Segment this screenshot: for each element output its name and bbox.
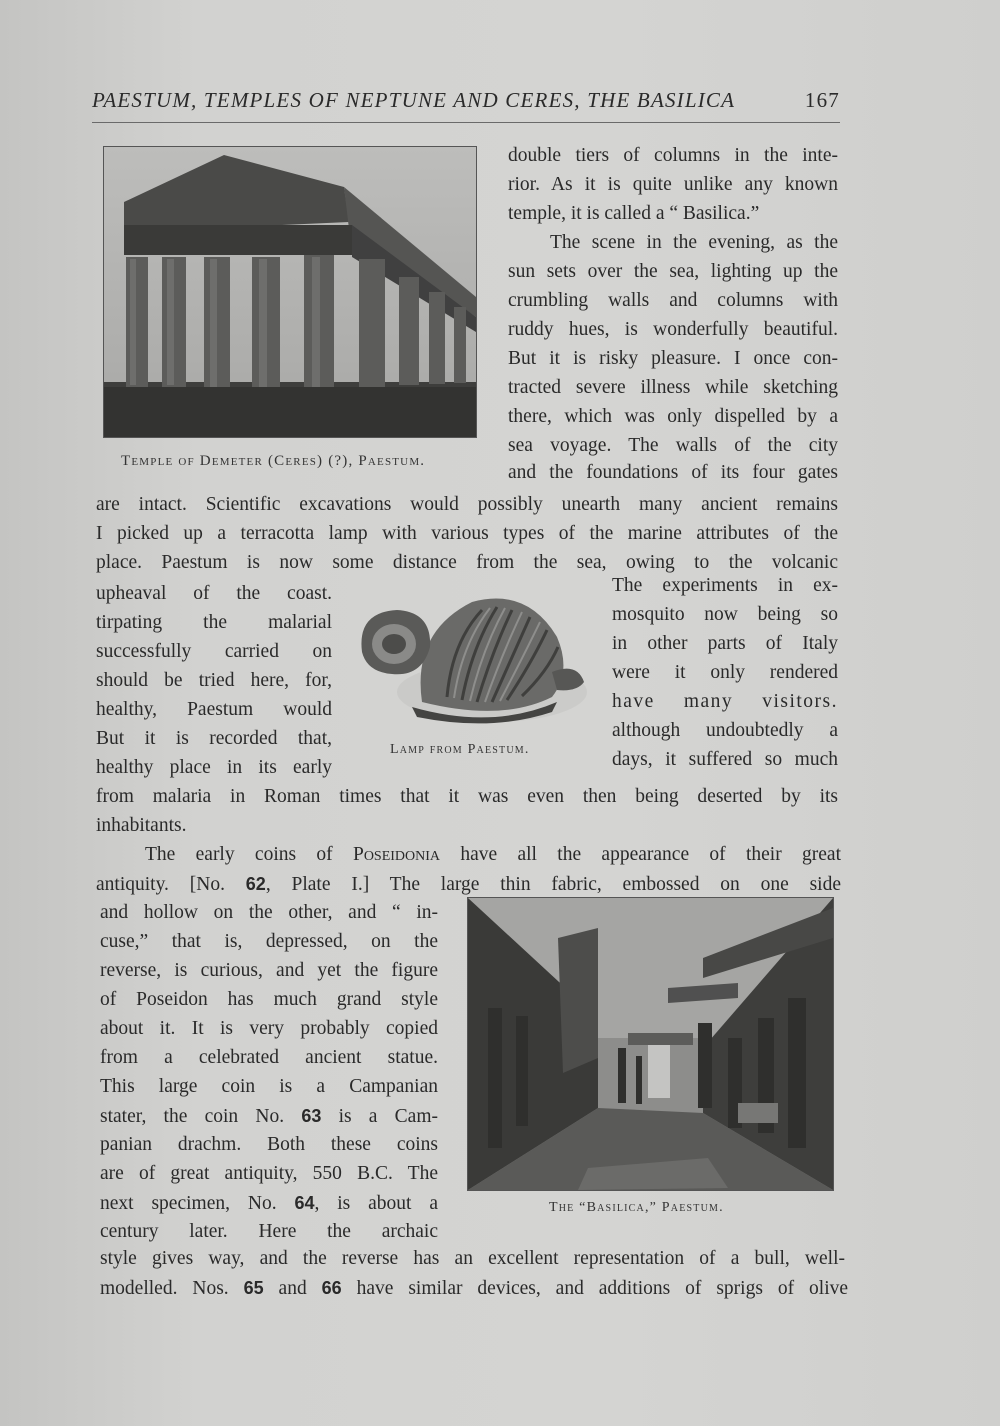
text-line: mosquito now being so — [612, 604, 838, 625]
text-line: reverse, is curious, and yet the figure — [100, 960, 438, 981]
text-line — [145, 844, 841, 866]
text-line: successfully carried on — [96, 641, 332, 662]
running-title: PAESTUM, TEMPLES OF NEPTUNE AND CERES, THE BASILICA — [92, 88, 736, 112]
text-line: cuse,” that is, depressed, on the — [100, 931, 438, 952]
temple-illustration — [104, 147, 476, 437]
text-line: were it only rendered — [612, 662, 838, 683]
text-line: about it. It is very probably copied — [100, 1018, 438, 1039]
basilica-caption: The “Basilica,” Paestum. — [549, 1200, 724, 1215]
text-line: there, which was only dispelled by a — [508, 406, 838, 427]
text-line: style gives way, and the reverse has an excellent representation of a bull, well- — [100, 1248, 845, 1269]
text-span: modelled. Nos. — [100, 1278, 244, 1299]
text-span: stater, the coin No. — [100, 1106, 302, 1127]
text-line — [100, 1105, 438, 1128]
text-line: are of great antiquity, 550 B.C. The — [100, 1163, 438, 1184]
lamp-illustration — [352, 592, 597, 732]
text-span: next specimen, No. — [100, 1193, 295, 1214]
text-span: The early coins of — [145, 844, 353, 865]
text-line: in other parts of Italy — [612, 633, 838, 654]
text-span: have all the appearance of their great — [440, 844, 841, 865]
text-line: inhabitants. — [96, 815, 187, 836]
text-line: The scene in the evening, as the — [550, 232, 838, 253]
text-line: upheaval of the coast. — [96, 583, 332, 604]
text-line: tracted severe illness while sketching — [508, 377, 838, 398]
text-line: place. Paestum is now some distance from the sea, owing to the volcanic — [96, 552, 838, 573]
text-line: rior. As it is quite unlike any known — [508, 174, 838, 195]
coin-number: 62 — [245, 874, 266, 894]
text-line: of Poseidon has much grand style — [100, 989, 438, 1010]
text-line: have many visitors. — [612, 691, 838, 712]
text-line: double tiers of columns in the inte- — [508, 145, 838, 166]
text-span: is a Cam- — [321, 1106, 438, 1127]
text-line: are intact. Scientific excavations would possibly unearth many ancient remains — [96, 494, 838, 515]
text-line — [96, 873, 841, 896]
text-line: and the foundations of its four gates — [508, 462, 838, 483]
text-line: tirpating the malarial — [96, 612, 332, 633]
text-line: The experiments in ex- — [612, 575, 838, 596]
text-line: sun sets over the sea, lighting up the — [508, 261, 838, 282]
text-line — [100, 1192, 438, 1215]
coin-number: 65 — [243, 1278, 264, 1298]
text-line — [100, 1277, 848, 1300]
text-line: days, it suffered so much — [612, 749, 838, 770]
basilica-illustration — [468, 898, 833, 1190]
text-line: panian drachm. Both these coins — [100, 1134, 438, 1155]
text-line: century later. Here the archaic — [100, 1221, 438, 1242]
temple-photo — [103, 146, 477, 438]
coin-number: 63 — [301, 1106, 322, 1126]
text-line: sea voyage. The walls of the city — [508, 435, 838, 456]
text-span: and — [263, 1278, 322, 1299]
running-header — [92, 88, 840, 113]
text-line: should be tried here, for, — [96, 670, 332, 691]
text-line: healthy, Paestum would — [96, 699, 332, 720]
text-line: from malaria in Roman times that it was even then being deserted by its — [96, 786, 838, 807]
text-line: ruddy hues, is wonderfully beautiful. — [508, 319, 838, 340]
text-span: , Plate I.] The large thin fabric, embossed on one side — [265, 874, 841, 895]
coin-number: 66 — [321, 1278, 342, 1298]
text-line: But it is risky pleasure. I once con- — [508, 348, 838, 369]
lamp-figure — [352, 592, 597, 732]
page-number: 167 — [804, 88, 840, 112]
text-line: healthy place in its early — [96, 757, 332, 778]
coin-number: 64 — [294, 1193, 315, 1213]
text-span: have similar devices, and additions of sprigs of olive — [341, 1278, 849, 1299]
temple-caption: Temple of Demeter (Ceres) (?), Paestum. — [121, 453, 426, 469]
text-line: and hollow on the other, and “ in- — [100, 902, 438, 923]
basilica-photo — [467, 897, 834, 1191]
text-line: temple, it is called a “ Basilica.” — [508, 203, 760, 224]
text-line: This large coin is a Campanian — [100, 1076, 438, 1097]
header-rule — [92, 122, 840, 123]
poseidonia-term: Poseidonia — [352, 844, 441, 865]
text-line: although undoubtedly a — [612, 720, 838, 741]
text-span: , is about a — [314, 1193, 438, 1214]
text-span: antiquity. [No. — [96, 874, 246, 895]
text-line: But it is recorded that, — [96, 728, 332, 749]
text-line: from a celebrated ancient statue. — [100, 1047, 438, 1068]
text-line: I picked up a terracotta lamp with various types of the marine attributes of the — [96, 523, 838, 544]
lamp-caption: Lamp from Paestum. — [390, 742, 530, 757]
text-line: crumbling walls and columns with — [508, 290, 838, 311]
